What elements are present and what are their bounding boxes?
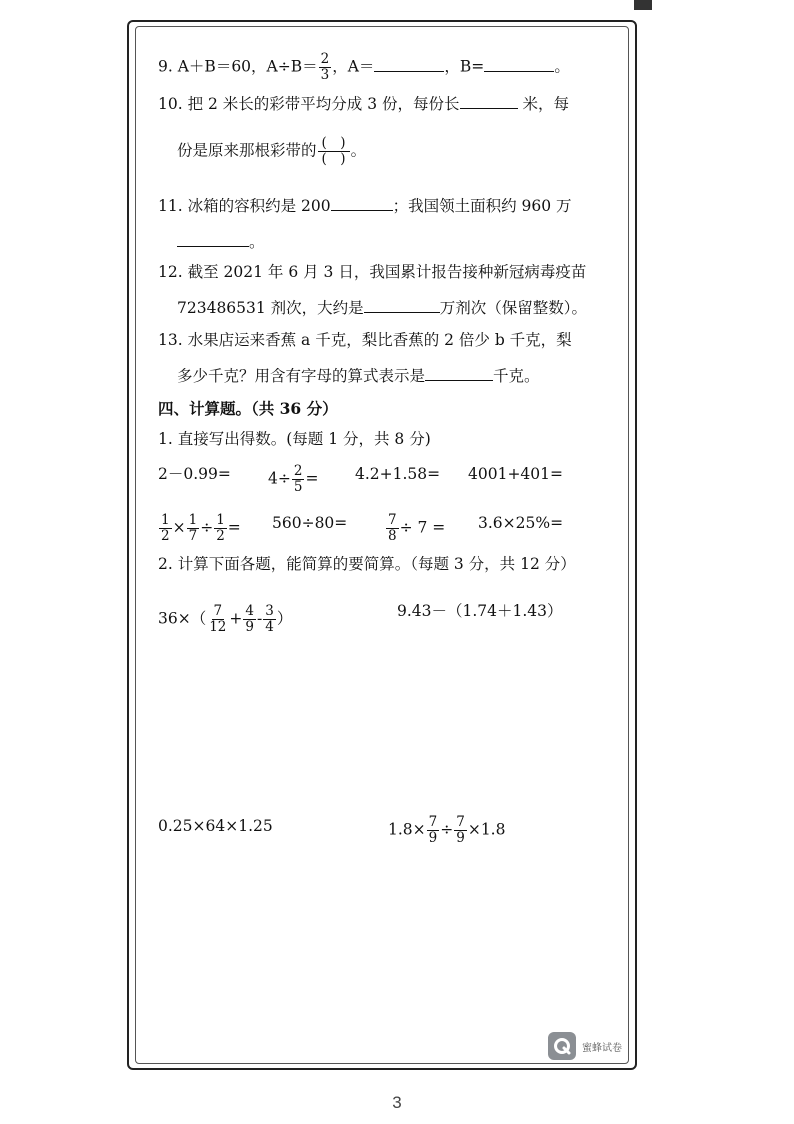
question-11-line-1: 11. 冰箱的容积约是 200 ；我国领土面积约 960 万 [158, 194, 572, 216]
sub-question-1-title: 1. 直接写出得数。(每题 1 分，共 8 分) [158, 430, 431, 448]
fraction: $\frac{1}{7}$ [188, 512, 198, 544]
answer-blank[interactable] [331, 194, 393, 211]
question-10-line-2: 份是原来那根彩带的 $\frac{( )}{( )}$ 。 [177, 135, 367, 167]
expr-18-times-fractions: 1.8× $\frac{7}{9}$ ÷ $\frac{7}{9}$ ×1.8 [388, 814, 506, 846]
answer-blank[interactable] [460, 92, 518, 109]
answer-blank[interactable] [374, 55, 444, 72]
question-13-line-1: 13. 水果店运来香蕉 a 千克，梨比香蕉的 2 倍少 b 千克，梨 [158, 331, 572, 349]
watermark [548, 1032, 622, 1060]
expr-025-64-125: 0.25×64×1.25 [158, 817, 273, 835]
fraction: $\frac{1}{2}$ [216, 512, 225, 544]
calc-2-minus-099: 2－0.99= [158, 465, 231, 483]
scan-corner-mark [634, 0, 652, 10]
answer-blank[interactable] [177, 230, 249, 247]
calc-36-times-25pct: 3.6×25%= [478, 514, 564, 532]
question-10-line-1: 10. 把 2 米长的彩带平均分成 3 份，每份长 米，每 [158, 92, 569, 114]
fraction: $\frac{7}{9}$ [428, 814, 438, 846]
calc-4001-plus-401: 4001+401= [468, 465, 564, 483]
calc-42-plus-158: 4.2+1.58= [355, 465, 441, 483]
calc-7-8-div-7: $\frac{7}{8}$ ÷ 7 = [388, 512, 446, 544]
expr-943-minus-sum: 9.43－（1.74＋1.43） [397, 602, 563, 620]
fraction: $\frac{7}{9}$ [456, 814, 465, 846]
sub-question-2-title: 2. 计算下面各题，能简算的要简算。（每题 3 分，共 12 分） [158, 555, 576, 573]
fraction: $\frac{7}{12}$ [209, 603, 227, 635]
question-12-line-2: 723486531 剂次，大约是 万剂次（保留整数）。 [177, 296, 587, 318]
question-13-line-2: 多少千克？用含有字母的算式表示是 千克。 [177, 364, 540, 386]
question-12-line-1: 12. 截至 2021 年 6 月 3 日，我国累计报告接种新冠病毒疫苗 [158, 263, 587, 281]
q-logo-icon [548, 1032, 576, 1060]
fraction: $\frac{7}{8}$ [388, 512, 397, 544]
answer-blank[interactable] [484, 55, 554, 72]
watermark-text: 蜜蜂试卷 [582, 1042, 622, 1054]
question-9: 9. A＋B＝60，A÷B＝ $\frac{2}{3}$ ，A＝ ，B= 。 [158, 51, 570, 83]
calc-fraction-product: $\frac{1}{2}$ × $\frac{1}{7}$ ÷ $\frac{1}{2}$ = [161, 512, 241, 544]
calc-560-div-80: 560÷80= [272, 514, 348, 532]
fraction: $\frac{3}{4}$ [265, 603, 274, 635]
exam-sheet-border [127, 20, 637, 1070]
fraction: $\frac{2}{3}$ [320, 51, 330, 83]
fraction: $\frac{1}{2}$ [161, 512, 170, 544]
calc-4-div-2-5: 4÷ $\frac{2}{5}$ = [268, 463, 319, 495]
section-4-title: 四、计算题。（共 36 分） [158, 399, 338, 418]
page-number: 3 [392, 1093, 402, 1112]
fraction: $\frac{2}{5}$ [293, 463, 303, 495]
answer-blank[interactable] [364, 296, 440, 313]
fraction: $\frac{4}{9}$ [245, 603, 254, 635]
exam-sheet-inner-border [135, 26, 629, 1064]
question-11-line-2: 。 [177, 230, 265, 252]
answer-blank[interactable] [425, 364, 493, 381]
expr-36-times-fractions: 36×（ $\frac{7}{12}$ + $\frac{4}{9}$ - $\frac{3}{4}$ ） [158, 603, 293, 635]
fraction-blank[interactable]: $\frac{( )}{( )}$ [318, 136, 350, 167]
